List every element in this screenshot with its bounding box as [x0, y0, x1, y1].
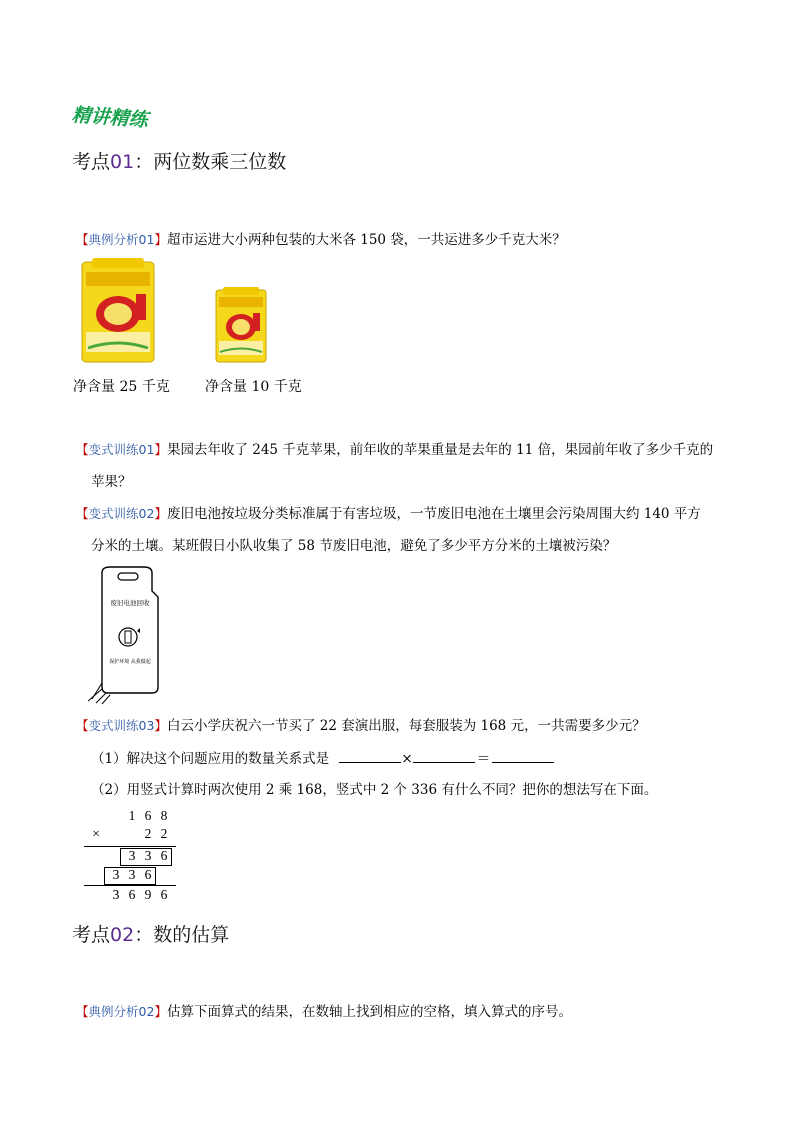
partial-digit: 6 — [144, 867, 152, 882]
training-tag: 【变式训练03】 — [76, 718, 167, 733]
training-3-sub-question-1: （1）解决这个问题应用的数量关系式是 × ＝ — [91, 748, 554, 769]
training-2-question-line-2: 分米的土壤。某班假日小队收集了 58 节废旧电池，避免了多少平方分米的土壤被污染？ — [91, 538, 617, 554]
answer-blank[interactable] — [413, 748, 475, 763]
kaodian-separator: ： — [134, 151, 154, 173]
kaodian-number: 01 — [110, 151, 135, 173]
example-tag: 【典例分析01】 — [76, 232, 167, 247]
equals-sign: ＝ — [476, 751, 491, 767]
partial-digit: 3 — [128, 867, 136, 882]
training-1-question-line-1: 【变式训练01】果园去年收了 245 千克苹果，前年收的苹果重量是去年的 11 倍，果园前年收了多少千克的 — [76, 442, 714, 458]
result-digit: 6 — [128, 887, 136, 902]
bin-label-top: 废旧电池回收 — [110, 599, 150, 607]
example-1-text: 超市运进大小两种包装的大米各 150 袋，一共运进多少千克大米？ — [166, 232, 566, 248]
bin-label-bottom: 保护环境 从我做起 — [109, 659, 151, 665]
kaodian-heading-2 — [72, 920, 229, 947]
example-2-question — [76, 1002, 572, 1022]
result-digit: 3 — [112, 887, 120, 902]
training-tag: 【变式训练02】 — [76, 506, 167, 521]
kaodian-title: 两位数乘三位数 — [153, 151, 287, 173]
rice-bag-small-image — [213, 287, 269, 365]
kaodian-separator: ： — [134, 924, 154, 946]
rice-bag-large-caption: 净含量 25 千克 — [73, 379, 170, 395]
multiplier-digit: 2 — [160, 826, 168, 841]
multiplier-digit: 2 — [144, 826, 152, 841]
kaodian-heading-1 — [72, 147, 286, 174]
multiplicand-digit: 8 — [160, 808, 168, 823]
training-1-question-line-2: 苹果？ — [91, 474, 132, 490]
answer-blank[interactable] — [339, 748, 401, 763]
partial-digit: 3 — [128, 848, 136, 863]
calc-line — [84, 846, 176, 847]
kaodian-number: 02 — [110, 924, 135, 946]
rice-bag-large-image — [78, 258, 158, 366]
answer-blank[interactable] — [492, 748, 554, 763]
example-tag: 【典例分析02】 — [76, 1004, 167, 1019]
rice-bag-small-caption: 净含量 10 千克 — [205, 379, 302, 395]
training-2-question-line-1: 【变式训练02】废旧电池按垃圾分类标准属于有害垃圾，一节废旧电池在土壤里会污染周围大约 140 平方 — [76, 506, 701, 522]
partial-digit: 3 — [112, 867, 120, 882]
training-tag: 【变式训练01】 — [76, 442, 167, 457]
multiplicand-digit: 6 — [144, 808, 152, 823]
result-digit: 6 — [160, 887, 168, 902]
section-heading: 精讲精练 — [71, 104, 149, 132]
training-3-question: 【变式训练03】白云小学庆祝六一节买了 22 套演出服，每套服装为 168 元，一共需要多少元？ — [76, 718, 646, 734]
partial-digit: 3 — [144, 848, 152, 863]
partial-digit: 6 — [160, 848, 168, 863]
kaodian-title: 数的估算 — [153, 924, 230, 946]
times-sign: × — [401, 751, 413, 767]
example-2-text: 估算下面算式的结果，在数轴上找到相应的空格，填入算式的序号。 — [166, 1004, 572, 1020]
calc-line — [84, 885, 176, 886]
kaodian-prefix: 考点 — [72, 924, 111, 946]
training-3-sub-question-2: （2）用竖式计算时两次使用 2 乘 168，竖式中 2 个 336 有什么不同？把你的想法写在下面。 — [91, 782, 658, 798]
multiplicand-digit: 1 — [128, 808, 136, 823]
vertical-multiplication — [84, 808, 178, 904]
result-digit: 9 — [144, 887, 152, 902]
multiply-sign: × — [92, 826, 100, 841]
battery-recycling-bin-image — [88, 565, 164, 705]
example-1-question — [76, 230, 566, 250]
kaodian-prefix: 考点 — [72, 151, 111, 173]
